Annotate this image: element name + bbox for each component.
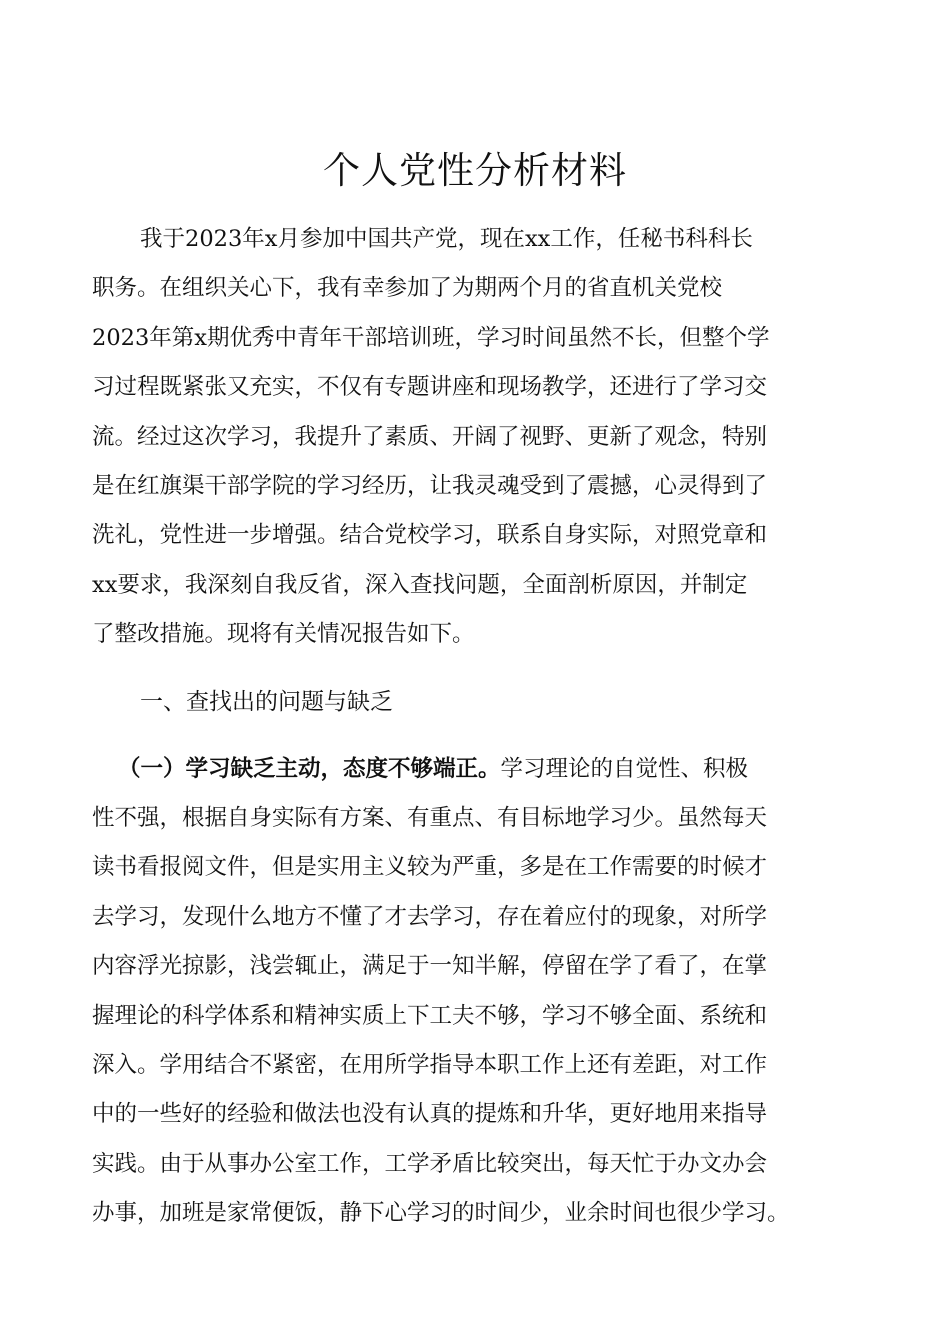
subsection-lead: （一）学习缺乏主动，态度不够端正。 (118, 756, 501, 782)
body-line: 中的一些好的经验和做法也没有认真的提炼和升华，更好地用来指导 (92, 1101, 768, 1127)
document-title: 个人党性分析材料 (323, 149, 627, 192)
body-line: 实践。由于从事办公室工作，工学矛盾比较突出，每天忙于办文办会 (92, 1151, 768, 1177)
body-line: 去学习，发现什么地方不懂了才去学习，存在着应付的现象，对所学 (92, 904, 768, 930)
intro-line: 2023年第x期优秀中青年干部培训班，学习时间虽然不长，但整个学 (92, 325, 770, 351)
intro-line: 洗礼，党性进一步增强。结合党校学习，联系自身实际，对照党章和 (92, 522, 768, 548)
subsection-first-line (118, 752, 748, 786)
body-line: 办事，加班是家常便饭，静下心学习的时间少，业余时间也很少学习。 (92, 1200, 790, 1226)
subsection-first-line-text: 学习理论的自觉性、积极 (500, 756, 749, 782)
intro-line: 是在红旗渠干部学院的学习经历，让我灵魂受到了震撼，心灵得到了 (92, 473, 768, 499)
intro-line: 职务。在组织关心下，我有幸参加了为期两个月的省直机关党校 (92, 275, 723, 301)
body-line: 深入。学用结合不紧密，在用所学指导本职工作上还有差距，对工作 (92, 1052, 768, 1078)
intro-line: 习过程既紧张又充实，不仅有专题讲座和现场教学，还进行了学习交 (92, 374, 768, 400)
intro-line: xx要求，我深刻自我反省，深入查找问题，全面剖析原因，并制定 (92, 572, 748, 598)
intro-line: 了整改措施。现将有关情况报告如下。 (92, 621, 475, 647)
intro-line: 流。经过这次学习，我提升了素质、开阔了视野、更新了观念，特别 (92, 424, 768, 450)
body-line: 读书看报阅文件，但是实用主义较为严重，多是在工作需要的时候才 (92, 854, 768, 880)
body-line: 性不强，根据自身实际有方案、有重点、有目标地学习少。虽然每天 (92, 805, 768, 831)
intro-line: 我于2023年x月参加中国共产党，现在xx工作，任秘书科科长 (140, 226, 753, 252)
body-line: 内容浮光掠影，浅尝辄止，满足于一知半解，停留在学了看了，在掌 (92, 953, 768, 979)
section-heading: 一、查找出的问题与缺乏 (140, 689, 393, 715)
body-line: 握理论的科学体系和精神实质上下工夫不够，学习不够全面、系统和 (92, 1003, 768, 1029)
